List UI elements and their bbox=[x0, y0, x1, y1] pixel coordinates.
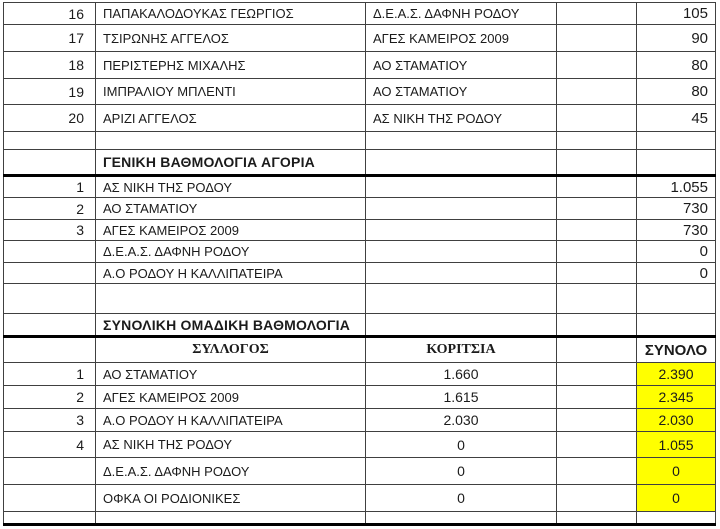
athlete-name-cell: ΑΡΙΖΙ ΑΓΓΕΛΟΣ bbox=[96, 105, 366, 131]
empty-cell bbox=[557, 220, 637, 240]
empty-cell bbox=[366, 198, 557, 219]
empty-cell bbox=[557, 3, 637, 24]
points-cell: 730 bbox=[637, 220, 716, 240]
girls-points-cell: 0 bbox=[366, 485, 557, 511]
column-header-girls: ΚΟΡΙΤΣΙΑ bbox=[366, 338, 557, 362]
empty-cell bbox=[366, 284, 557, 313]
rank-cell bbox=[3, 263, 96, 283]
athlete-name-cell: ΠΕΡΙΣΤΕΡΗΣ ΜΙΧΑΛΗΣ bbox=[96, 52, 366, 78]
table-row bbox=[3, 25, 716, 52]
empty-cell bbox=[557, 458, 637, 484]
empty-cell bbox=[96, 132, 366, 149]
empty-cell bbox=[557, 363, 637, 385]
club-cell: ΑΟ ΣΤΑΜΑΤΙΟΥ bbox=[96, 363, 366, 385]
points-cell: 1.055 bbox=[637, 177, 716, 197]
empty-cell bbox=[557, 263, 637, 283]
club-cell: Α.Ο ΡΟΔΟΥ Η ΚΑΛΛΙΠΑΤΕΙΡΑ bbox=[96, 263, 366, 283]
empty-cell bbox=[557, 485, 637, 511]
rank-cell: 4 bbox=[3, 432, 96, 457]
empty-cell bbox=[557, 512, 637, 523]
points-cell: 90 bbox=[637, 25, 716, 51]
club-cell: ΑΓΕΣ ΚΑΜΕΙΡΟΣ 2009 bbox=[96, 386, 366, 408]
rank-cell: 17 bbox=[3, 25, 96, 51]
club-cell: ΑΣ ΝΙΚΗ ΤΗΣ ΡΟΔΟΥ bbox=[96, 432, 366, 457]
section-title: ΣΥΝΟΛΙΚΗ ΟΜΑΔΙΚΗ ΒΑΘΜΟΛΟΓΙΑ bbox=[96, 314, 366, 335]
club-cell: Δ.Ε.Α.Σ. ΔΑΦΝΗ ΡΟΔΟΥ bbox=[366, 3, 557, 24]
section-title: ΓΕΝΙΚΗ ΒΑΘΜΟΛΟΓΙΑ ΑΓΟΡΙΑ bbox=[96, 150, 366, 174]
empty-cell bbox=[637, 512, 716, 523]
blank-row bbox=[3, 284, 716, 314]
points-cell: 730 bbox=[637, 198, 716, 219]
empty-cell bbox=[637, 132, 716, 149]
rank-cell bbox=[3, 458, 96, 484]
total-points-cell: 2.390 bbox=[637, 363, 716, 385]
girls-points-cell: 0 bbox=[366, 432, 557, 457]
empty-cell bbox=[3, 314, 96, 335]
empty-cell bbox=[366, 512, 557, 523]
athlete-name-cell: ΤΣΙΡΩΝΗΣ ΑΓΓΕΛΟΣ bbox=[96, 25, 366, 51]
empty-cell bbox=[557, 79, 637, 104]
empty-cell bbox=[96, 284, 366, 313]
table-row bbox=[3, 485, 716, 512]
section-title-row bbox=[3, 314, 716, 338]
table-row bbox=[3, 198, 716, 220]
empty-cell bbox=[637, 314, 716, 335]
column-header-total: ΣΥΝΟΛΟ bbox=[637, 338, 716, 362]
empty-cell bbox=[557, 105, 637, 131]
rank-cell: 16 bbox=[3, 3, 96, 24]
club-cell: ΑΣ ΝΙΚΗ ΤΗΣ ΡΟΔΟΥ bbox=[96, 177, 366, 197]
empty-cell bbox=[96, 512, 366, 523]
club-cell: Α.Ο ΡΟΔΟΥ Η ΚΑΛΛΙΠΑΤΕΙΡΑ bbox=[96, 409, 366, 431]
girls-points-cell: 2.030 bbox=[366, 409, 557, 431]
empty-cell bbox=[557, 409, 637, 431]
empty-cell bbox=[557, 132, 637, 149]
empty-cell bbox=[557, 284, 637, 313]
club-cell: ΑΟ ΣΤΑΜΑΤΙΟΥ bbox=[366, 52, 557, 78]
table-row bbox=[3, 105, 716, 132]
total-points-cell: 2.345 bbox=[637, 386, 716, 408]
rank-cell: 2 bbox=[3, 198, 96, 219]
table-row bbox=[3, 177, 716, 198]
empty-cell bbox=[557, 314, 637, 335]
rank-cell: 3 bbox=[3, 409, 96, 431]
points-cell: 80 bbox=[637, 79, 716, 104]
rank-cell: 18 bbox=[3, 52, 96, 78]
rank-cell: 20 bbox=[3, 105, 96, 131]
empty-cell bbox=[557, 241, 637, 262]
girls-points-cell: 0 bbox=[366, 458, 557, 484]
table-row bbox=[3, 363, 716, 386]
blank-row bbox=[3, 132, 716, 150]
table-row bbox=[3, 220, 716, 241]
table-row bbox=[3, 409, 716, 432]
club-cell: ΑΓΕΣ ΚΑΜΕΙΡΟΣ 2009 bbox=[366, 25, 557, 51]
club-cell: Δ.Ε.Α.Σ. ΔΑΦΝΗ ΡΟΔΟΥ bbox=[96, 458, 366, 484]
empty-cell bbox=[366, 132, 557, 149]
standings-sheet bbox=[3, 2, 716, 526]
empty-cell bbox=[637, 150, 716, 174]
total-points-cell: 0 bbox=[637, 458, 716, 484]
empty-cell bbox=[557, 198, 637, 219]
rank-cell bbox=[3, 241, 96, 262]
section-title-row bbox=[3, 150, 716, 177]
empty-cell bbox=[366, 150, 557, 174]
total-points-cell: 2.030 bbox=[637, 409, 716, 431]
empty-cell bbox=[3, 150, 96, 174]
column-header-club: ΣΥΛΛΟΓΟΣ bbox=[96, 338, 366, 362]
empty-cell bbox=[557, 52, 637, 78]
points-cell: 80 bbox=[637, 52, 716, 78]
rank-cell bbox=[3, 485, 96, 511]
empty-cell bbox=[557, 432, 637, 457]
points-cell: 0 bbox=[637, 263, 716, 283]
empty-cell bbox=[557, 177, 637, 197]
rank-cell: 19 bbox=[3, 79, 96, 104]
table-row bbox=[3, 263, 716, 284]
rank-cell: 1 bbox=[3, 363, 96, 385]
club-cell: ΑΟ ΣΤΑΜΑΤΙΟΥ bbox=[366, 79, 557, 104]
table-row bbox=[3, 52, 716, 79]
table-row bbox=[3, 432, 716, 458]
empty-cell bbox=[557, 150, 637, 174]
empty-cell bbox=[557, 386, 637, 408]
athlete-name-cell: ΙΜΠΡΑΛΙΟΥ ΜΠΛΕΝΤΙ bbox=[96, 79, 366, 104]
rank-cell: 2 bbox=[3, 386, 96, 408]
club-cell: Δ.Ε.Α.Σ. ΔΑΦΝΗ ΡΟΔΟΥ bbox=[96, 241, 366, 262]
empty-cell bbox=[557, 25, 637, 51]
girls-points-cell: 1.660 bbox=[366, 363, 557, 385]
club-cell: ΑΣ ΝΙΚΗ ΤΗΣ ΡΟΔΟΥ bbox=[366, 105, 557, 131]
club-cell: ΟΦΚΑ ΟΙ ΡΟΔΙΟΝΙΚΕΣ bbox=[96, 485, 366, 511]
table-row bbox=[3, 386, 716, 409]
empty-cell bbox=[3, 512, 96, 523]
empty-cell bbox=[3, 132, 96, 149]
rank-cell: 3 bbox=[3, 220, 96, 240]
empty-cell bbox=[3, 338, 96, 362]
total-points-cell: 0 bbox=[637, 485, 716, 511]
club-cell: ΑΓΕΣ ΚΑΜΕΙΡΟΣ 2009 bbox=[96, 220, 366, 240]
empty-cell bbox=[3, 284, 96, 313]
points-cell: 0 bbox=[637, 241, 716, 262]
table-row bbox=[3, 79, 716, 105]
girls-points-cell: 1.615 bbox=[366, 386, 557, 408]
empty-cell bbox=[637, 284, 716, 313]
table-row bbox=[3, 241, 716, 263]
table-row bbox=[3, 458, 716, 485]
points-cell: 45 bbox=[637, 105, 716, 131]
empty-cell bbox=[557, 338, 637, 362]
athlete-name-cell: ΠΑΠΑΚΑΛΟΔΟΥΚΑΣ ΓΕΩΡΓΙΟΣ bbox=[96, 3, 366, 24]
empty-cell bbox=[366, 241, 557, 262]
blank-row bbox=[3, 512, 716, 526]
empty-cell bbox=[366, 177, 557, 197]
empty-cell bbox=[366, 263, 557, 283]
total-points-cell: 1.055 bbox=[637, 432, 716, 457]
table-row bbox=[3, 3, 716, 25]
club-cell: ΑΟ ΣΤΑΜΑΤΙΟΥ bbox=[96, 198, 366, 219]
column-header-row bbox=[3, 338, 716, 363]
rank-cell: 1 bbox=[3, 177, 96, 197]
empty-cell bbox=[366, 220, 557, 240]
points-cell: 105 bbox=[637, 3, 716, 24]
empty-cell bbox=[366, 314, 557, 335]
